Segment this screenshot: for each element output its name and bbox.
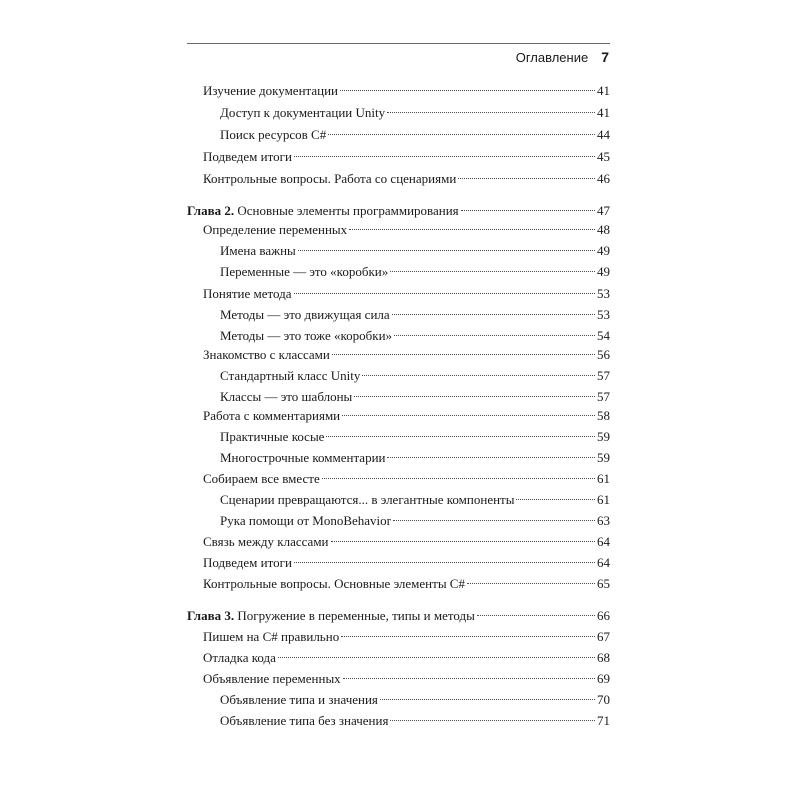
toc-entry-title xyxy=(187,201,459,221)
dot-leader xyxy=(294,156,595,157)
dot-leader xyxy=(387,457,595,458)
toc-entry-title: Определение переменных xyxy=(203,222,348,237)
toc-chapter-entry xyxy=(187,606,610,626)
toc-page-number: 49 xyxy=(597,243,610,258)
toc-page-number: 67 xyxy=(597,629,610,644)
dot-leader xyxy=(340,90,595,91)
toc-entry xyxy=(220,690,610,710)
toc-entry xyxy=(220,262,610,282)
toc-page-number: 59 xyxy=(597,450,610,465)
dot-leader xyxy=(362,375,595,376)
toc-entry xyxy=(203,147,610,167)
dot-leader xyxy=(349,229,595,230)
toc-entry-title: Контрольные вопросы. Основные элементы C# xyxy=(203,576,465,591)
dot-leader xyxy=(343,678,595,679)
dot-leader xyxy=(342,415,595,416)
toc-entry-title: Подведем итоги xyxy=(203,149,292,164)
toc-page-number: 64 xyxy=(597,555,610,570)
running-header xyxy=(516,49,609,65)
toc-entry xyxy=(220,326,610,346)
dot-leader xyxy=(387,112,595,113)
dot-leader xyxy=(322,478,595,479)
dot-leader xyxy=(394,335,595,336)
dot-leader xyxy=(393,520,595,521)
toc-entry-title: Понятие метода xyxy=(203,286,292,301)
dot-leader xyxy=(298,250,595,251)
dot-leader xyxy=(294,293,596,294)
toc-page-number: 54 xyxy=(597,328,610,343)
toc-entry xyxy=(203,220,610,240)
chapter-title: Основные элементы программирования xyxy=(237,203,459,218)
toc-entry-title: Связь между классами xyxy=(203,534,329,549)
toc-entry xyxy=(203,648,610,668)
toc-page-number: 66 xyxy=(597,608,610,623)
dot-leader xyxy=(458,178,595,179)
dot-leader xyxy=(516,499,595,500)
toc-entry xyxy=(203,345,610,365)
dot-leader xyxy=(332,354,595,355)
toc-entry-title: Работа с комментариями xyxy=(203,408,341,423)
toc-page-number: 53 xyxy=(597,307,610,322)
toc-page-number: 70 xyxy=(597,692,610,707)
dot-leader xyxy=(461,210,595,211)
toc-entry-title: Контрольные вопросы. Работа со сценариями xyxy=(203,171,457,186)
toc-entry-title: Стандартный класс Unity xyxy=(220,368,361,383)
chapter-number: Глава 3. xyxy=(187,608,235,623)
toc-entry-title: Переменные — это «коробки» xyxy=(220,264,389,279)
toc-entry xyxy=(203,669,610,689)
toc-entry-title: Изучение документации xyxy=(203,83,339,98)
toc-entry xyxy=(203,406,610,426)
dot-leader xyxy=(390,271,595,272)
toc-page-number: 58 xyxy=(597,408,610,423)
toc-entry-title: Объявление переменных xyxy=(203,671,341,686)
toc-page-number: 69 xyxy=(597,671,610,686)
toc-entry xyxy=(220,511,610,531)
toc-page-number: 56 xyxy=(597,347,610,362)
toc-entry xyxy=(220,305,610,325)
dot-leader xyxy=(392,314,595,315)
toc-entry xyxy=(220,241,610,261)
toc-page-number: 65 xyxy=(597,576,610,591)
dot-leader xyxy=(477,615,595,616)
toc-entry-title: Рука помощи от MonoBehavior xyxy=(220,513,391,528)
toc-page-number: 49 xyxy=(597,264,610,279)
dot-leader xyxy=(278,657,595,658)
toc-entry xyxy=(203,169,610,189)
toc-entry xyxy=(203,553,610,573)
toc-entry-title: Пишем на C# правильно xyxy=(203,629,340,644)
dot-leader xyxy=(294,562,595,563)
toc-page-number: 41 xyxy=(597,83,610,98)
toc-entry-title: Доступ к документации Unity xyxy=(220,105,386,120)
toc-page-number: 61 xyxy=(597,471,610,486)
toc-page-number: 59 xyxy=(597,429,610,444)
toc-page-number: 48 xyxy=(597,222,610,237)
toc-entry xyxy=(220,125,610,145)
toc-page-number: 44 xyxy=(597,127,610,142)
dot-leader xyxy=(380,699,595,700)
dot-leader xyxy=(354,396,595,397)
chapter-title: Погружение в переменные, типы и методы xyxy=(237,608,475,623)
toc-entry xyxy=(220,490,610,510)
toc-entry xyxy=(220,103,610,123)
header-rule xyxy=(187,43,610,44)
toc-entry-title: Подведем итоги xyxy=(203,555,292,570)
toc-entry xyxy=(203,284,610,304)
toc-page-number: 64 xyxy=(597,534,610,549)
chapter-number: Глава 2. xyxy=(187,203,235,218)
toc-entry xyxy=(220,711,610,731)
dot-leader xyxy=(328,134,595,135)
page-number: 7 xyxy=(601,49,609,65)
toc-entry xyxy=(203,81,610,101)
dot-leader xyxy=(331,541,596,542)
toc-entry-title: Методы — это движущая сила xyxy=(220,307,390,322)
toc-page-number: 71 xyxy=(597,713,610,728)
toc-entry-title xyxy=(187,606,475,626)
toc-page-number: 53 xyxy=(597,286,610,301)
toc-entry-title: Поиск ресурсов C# xyxy=(220,127,327,142)
running-header-title: Оглавление xyxy=(515,50,589,65)
toc-entry-title: Отладка кода xyxy=(203,650,276,665)
toc-entry xyxy=(203,627,610,647)
toc-page-number: 68 xyxy=(597,650,610,665)
toc-page-number: 63 xyxy=(597,513,610,528)
dot-leader xyxy=(467,583,595,584)
toc-entry-title: Методы — это тоже «коробки» xyxy=(220,328,393,343)
toc-entry xyxy=(220,427,610,447)
toc-entry-title: Практичные косые xyxy=(220,429,325,444)
toc-page-number: 57 xyxy=(597,368,610,383)
toc-chapter-entry xyxy=(187,201,610,221)
dot-leader xyxy=(341,636,595,637)
toc-entry-title: Собираем все вместе xyxy=(203,471,320,486)
toc-entry-title: Объявление типа и значения xyxy=(220,692,378,707)
dot-leader xyxy=(390,720,595,721)
toc-page-number: 47 xyxy=(597,203,610,218)
toc-page-number: 46 xyxy=(597,171,610,186)
toc-entry xyxy=(203,469,610,489)
toc-page-number: 61 xyxy=(597,492,610,507)
dot-leader xyxy=(326,436,595,437)
toc-entry xyxy=(220,366,610,386)
toc-entry-title: Сценарии превращаются... в элегантные компоненты xyxy=(220,492,515,507)
toc-entry-title: Многострочные комментарии xyxy=(220,450,386,465)
toc-page-number: 57 xyxy=(597,389,610,404)
toc-page-number: 41 xyxy=(597,105,610,120)
toc-entry xyxy=(203,532,610,552)
toc-entry xyxy=(220,448,610,468)
toc-page-number: 45 xyxy=(597,149,610,164)
toc-entry xyxy=(220,387,610,407)
toc-entry-title: Имена важны xyxy=(220,243,296,258)
toc-entry-title: Знакомство с классами xyxy=(203,347,330,362)
toc-entry xyxy=(203,574,610,594)
toc-entry-title: Объявление типа без значения xyxy=(220,713,389,728)
toc-entry-title: Классы — это шаблоны xyxy=(220,389,353,404)
